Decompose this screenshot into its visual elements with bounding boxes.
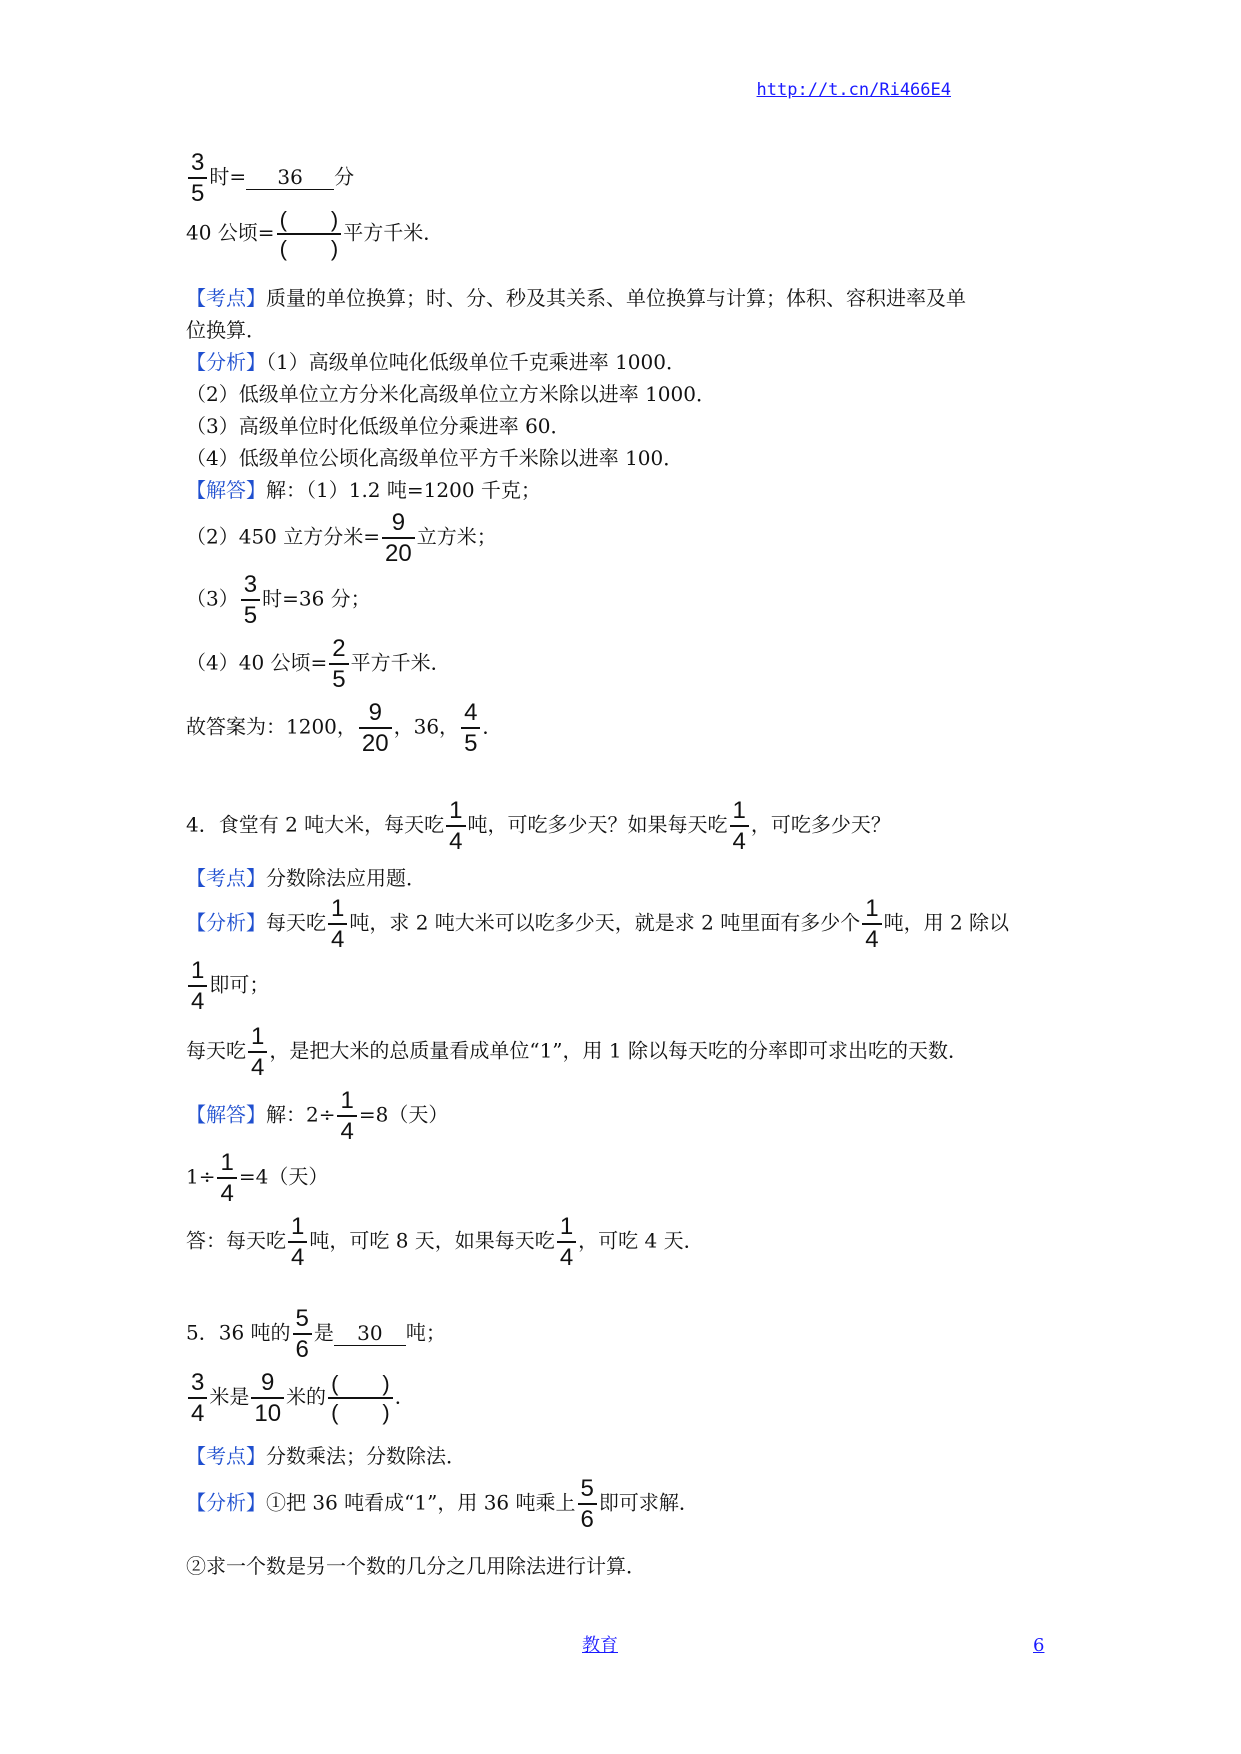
fraction — [578, 1476, 597, 1532]
blank-fraction — [277, 208, 342, 260]
numerator: 3 — [191, 1369, 205, 1396]
jieda-line — [186, 636, 451, 692]
jieda-line — [186, 1214, 704, 1270]
numerator: 5 — [580, 1475, 594, 1502]
q4-jieda — [186, 1088, 448, 1144]
denominator: 4 — [328, 923, 347, 952]
numerator: 9 — [391, 509, 406, 536]
denominator: 6 — [578, 1503, 597, 1532]
footer-link[interactable]: 教育 — [582, 1635, 618, 1656]
fraction — [328, 896, 347, 952]
denominator: 5 — [188, 177, 207, 206]
text: 1÷ — [186, 1164, 216, 1189]
text: 即可； — [209, 972, 270, 997]
numerator: 1 — [340, 1087, 354, 1114]
numerator: 1 — [865, 895, 879, 922]
kaodian-text: 分数乘法；分数除法． — [266, 1444, 466, 1468]
jieda-line: 解：（1）1.2 吨=1200 千克； — [266, 478, 541, 502]
denominator: 4 — [217, 1177, 236, 1206]
fraction — [329, 636, 348, 692]
denominator: 10 — [251, 1397, 284, 1426]
numerator: ( ) — [279, 207, 339, 232]
numerator: 4 — [464, 699, 478, 726]
q4-fenxi — [186, 896, 1009, 952]
denominator: 4 — [730, 825, 749, 854]
denominator: 20 — [382, 537, 415, 566]
jieda-label: 【解答】 — [186, 478, 266, 502]
fenxi-line: （2）低级单位立方分米化高级单位立方米除以进率 1000． — [186, 382, 716, 406]
numerator: 5 — [295, 1305, 309, 1332]
kaodian-label: 【考点】 — [186, 1444, 266, 1468]
text: ①把 36 吨看成“1”，用 36 吨乘上 — [266, 1490, 576, 1515]
numerator: 1 — [251, 1023, 265, 1050]
text: 每天吃 — [266, 910, 326, 935]
text: 吨，可吃多少天？如果每天吃 — [467, 812, 728, 837]
kaodian-label: 【考点】 — [186, 866, 266, 890]
fenxi-line: （3）高级单位时化低级单位分乘进率 60． — [186, 414, 571, 438]
text: 即可求解． — [598, 1490, 699, 1515]
text: 是 — [313, 1320, 334, 1345]
text: 吨，可吃 8 天，如果每天吃 — [309, 1228, 555, 1253]
denominator: 4 — [862, 923, 881, 952]
text: （4）40 公顷= — [186, 650, 328, 675]
q3-line1 — [186, 150, 354, 206]
q3-line2 — [186, 208, 443, 260]
fraction — [188, 1370, 207, 1426]
denominator: ( ) — [277, 233, 342, 260]
text: ，可吃多少天？ — [750, 812, 891, 837]
fraction — [862, 896, 881, 952]
denominator: 4 — [188, 1397, 207, 1426]
numerator: 1 — [449, 797, 463, 824]
fraction — [188, 150, 207, 206]
text: 立方米； — [416, 524, 497, 549]
jieda-line — [186, 510, 497, 566]
fraction — [730, 798, 749, 854]
fraction — [293, 1306, 312, 1362]
numerator: 9 — [261, 1369, 275, 1396]
fenxi-line: （4）低级单位公顷化高级单位平方千米除以进率 100． — [186, 446, 684, 470]
fraction — [188, 958, 207, 1014]
numerator: 3 — [243, 571, 258, 598]
jieda-line — [186, 1150, 328, 1206]
numerator: 1 — [191, 957, 205, 984]
fenxi-line — [186, 958, 269, 1014]
denominator: 4 — [337, 1115, 356, 1144]
text: 答：每天吃 — [186, 1228, 286, 1253]
text: =4（天） — [238, 1164, 329, 1189]
text: 吨； — [405, 1320, 446, 1345]
answer-blank: 36 — [246, 166, 334, 190]
q4-kaodian — [186, 868, 426, 888]
text: ，是把大米的总质量看成单位“1”，用 1 除以每天吃的分率即可求出吃的天数． — [269, 1038, 968, 1063]
denominator: 5 — [461, 727, 480, 756]
text: 故答案为：1200， — [186, 714, 357, 739]
q3-answer — [186, 700, 502, 756]
numerator: 1 — [331, 895, 345, 922]
fraction — [382, 510, 415, 566]
q5-kaodian — [186, 1446, 466, 1466]
fenxi-line: （1）高级单位吨化低级单位千克乘进率 1000． — [266, 350, 686, 374]
fraction — [251, 1370, 284, 1426]
denominator: ( ) — [328, 1397, 393, 1424]
numerator: 1 — [220, 1149, 234, 1176]
text: 解：2÷ — [266, 1102, 336, 1127]
fenxi-label: 【分析】 — [186, 910, 266, 935]
kaodian-label: 【考点】 — [186, 286, 266, 310]
text: 米的 — [286, 1384, 327, 1409]
numerator: 9 — [368, 699, 382, 726]
numerator: 1 — [559, 1213, 574, 1240]
q3-kaodian — [186, 288, 966, 308]
text: 4．食堂有 2 吨大米，每天吃 — [186, 812, 445, 837]
denominator: 5 — [241, 599, 260, 628]
q5-line1 — [186, 1306, 446, 1362]
q5-line2 — [186, 1370, 415, 1426]
q4-question — [186, 798, 891, 854]
text: ，可吃 4 天． — [578, 1228, 704, 1253]
text: （3） — [186, 586, 239, 611]
numerator: ( ) — [331, 1371, 390, 1397]
q3-kaodian-cont: 位换算． — [186, 318, 266, 342]
fenxi-line — [186, 1024, 968, 1080]
text: 平方千米． — [343, 220, 444, 245]
fraction — [446, 798, 465, 854]
fraction — [461, 700, 480, 756]
denominator: 4 — [248, 1051, 267, 1080]
text: ，36， — [393, 714, 460, 739]
text: 平方千米． — [350, 650, 451, 675]
text: 时= — [209, 164, 247, 189]
kaodian-text: 质量的单位换算；时、分、秒及其关系、单位换算与计算；体积、容积进率及单 — [266, 286, 966, 310]
denominator: 5 — [329, 663, 348, 692]
fenxi-label: 【分析】 — [186, 1490, 266, 1515]
numerator: 2 — [332, 635, 346, 662]
answer-blank: 30 — [334, 1322, 406, 1346]
denominator: 6 — [293, 1333, 312, 1362]
denominator: 4 — [446, 825, 465, 854]
text: 吨，求 2 吨大米可以吃多少天，就是求 2 吨里面有多少个 — [349, 910, 861, 935]
page-number: 6 — [1033, 1635, 1045, 1656]
fenxi-label: 【分析】 — [186, 350, 266, 374]
text: （2）450 立方分米= — [186, 524, 381, 549]
kaodian-text: 分数除法应用题． — [266, 866, 426, 890]
fraction — [248, 1024, 267, 1080]
jieda-label: 【解答】 — [186, 1102, 266, 1127]
numerator: 1 — [291, 1213, 305, 1240]
q3-jieda — [186, 480, 541, 500]
text: 米是 — [209, 1384, 250, 1409]
fraction — [288, 1214, 307, 1270]
fraction — [337, 1088, 356, 1144]
text: 每天吃 — [186, 1038, 246, 1063]
numerator: 3 — [191, 149, 205, 176]
text: ． — [394, 1384, 415, 1409]
text: 吨，用 2 除以 — [883, 910, 1010, 935]
text: =8（天） — [358, 1102, 449, 1127]
fraction — [359, 700, 392, 756]
blank-fraction — [328, 1372, 393, 1424]
q3-fenxi — [186, 352, 686, 372]
fraction — [557, 1214, 576, 1270]
denominator: 4 — [288, 1241, 307, 1270]
denominator: 4 — [557, 1241, 576, 1270]
fraction — [241, 572, 260, 628]
header-url-link[interactable]: http://t.cn/Ri466E4 — [756, 80, 951, 100]
denominator: 20 — [359, 727, 392, 756]
text: 分 — [334, 164, 355, 189]
numerator: 1 — [732, 797, 746, 824]
text: 5．36 吨的 — [186, 1320, 291, 1345]
jieda-line — [186, 572, 371, 628]
q5-fenxi — [186, 1476, 699, 1532]
text: 时=36 分； — [262, 586, 371, 611]
text: 40 公顷= — [186, 220, 275, 245]
fenxi-line: ②求一个数是另一个数的几分之几用除法进行计算． — [186, 1554, 646, 1578]
text: ． — [482, 714, 503, 739]
fraction — [217, 1150, 236, 1206]
denominator: 4 — [188, 985, 207, 1014]
